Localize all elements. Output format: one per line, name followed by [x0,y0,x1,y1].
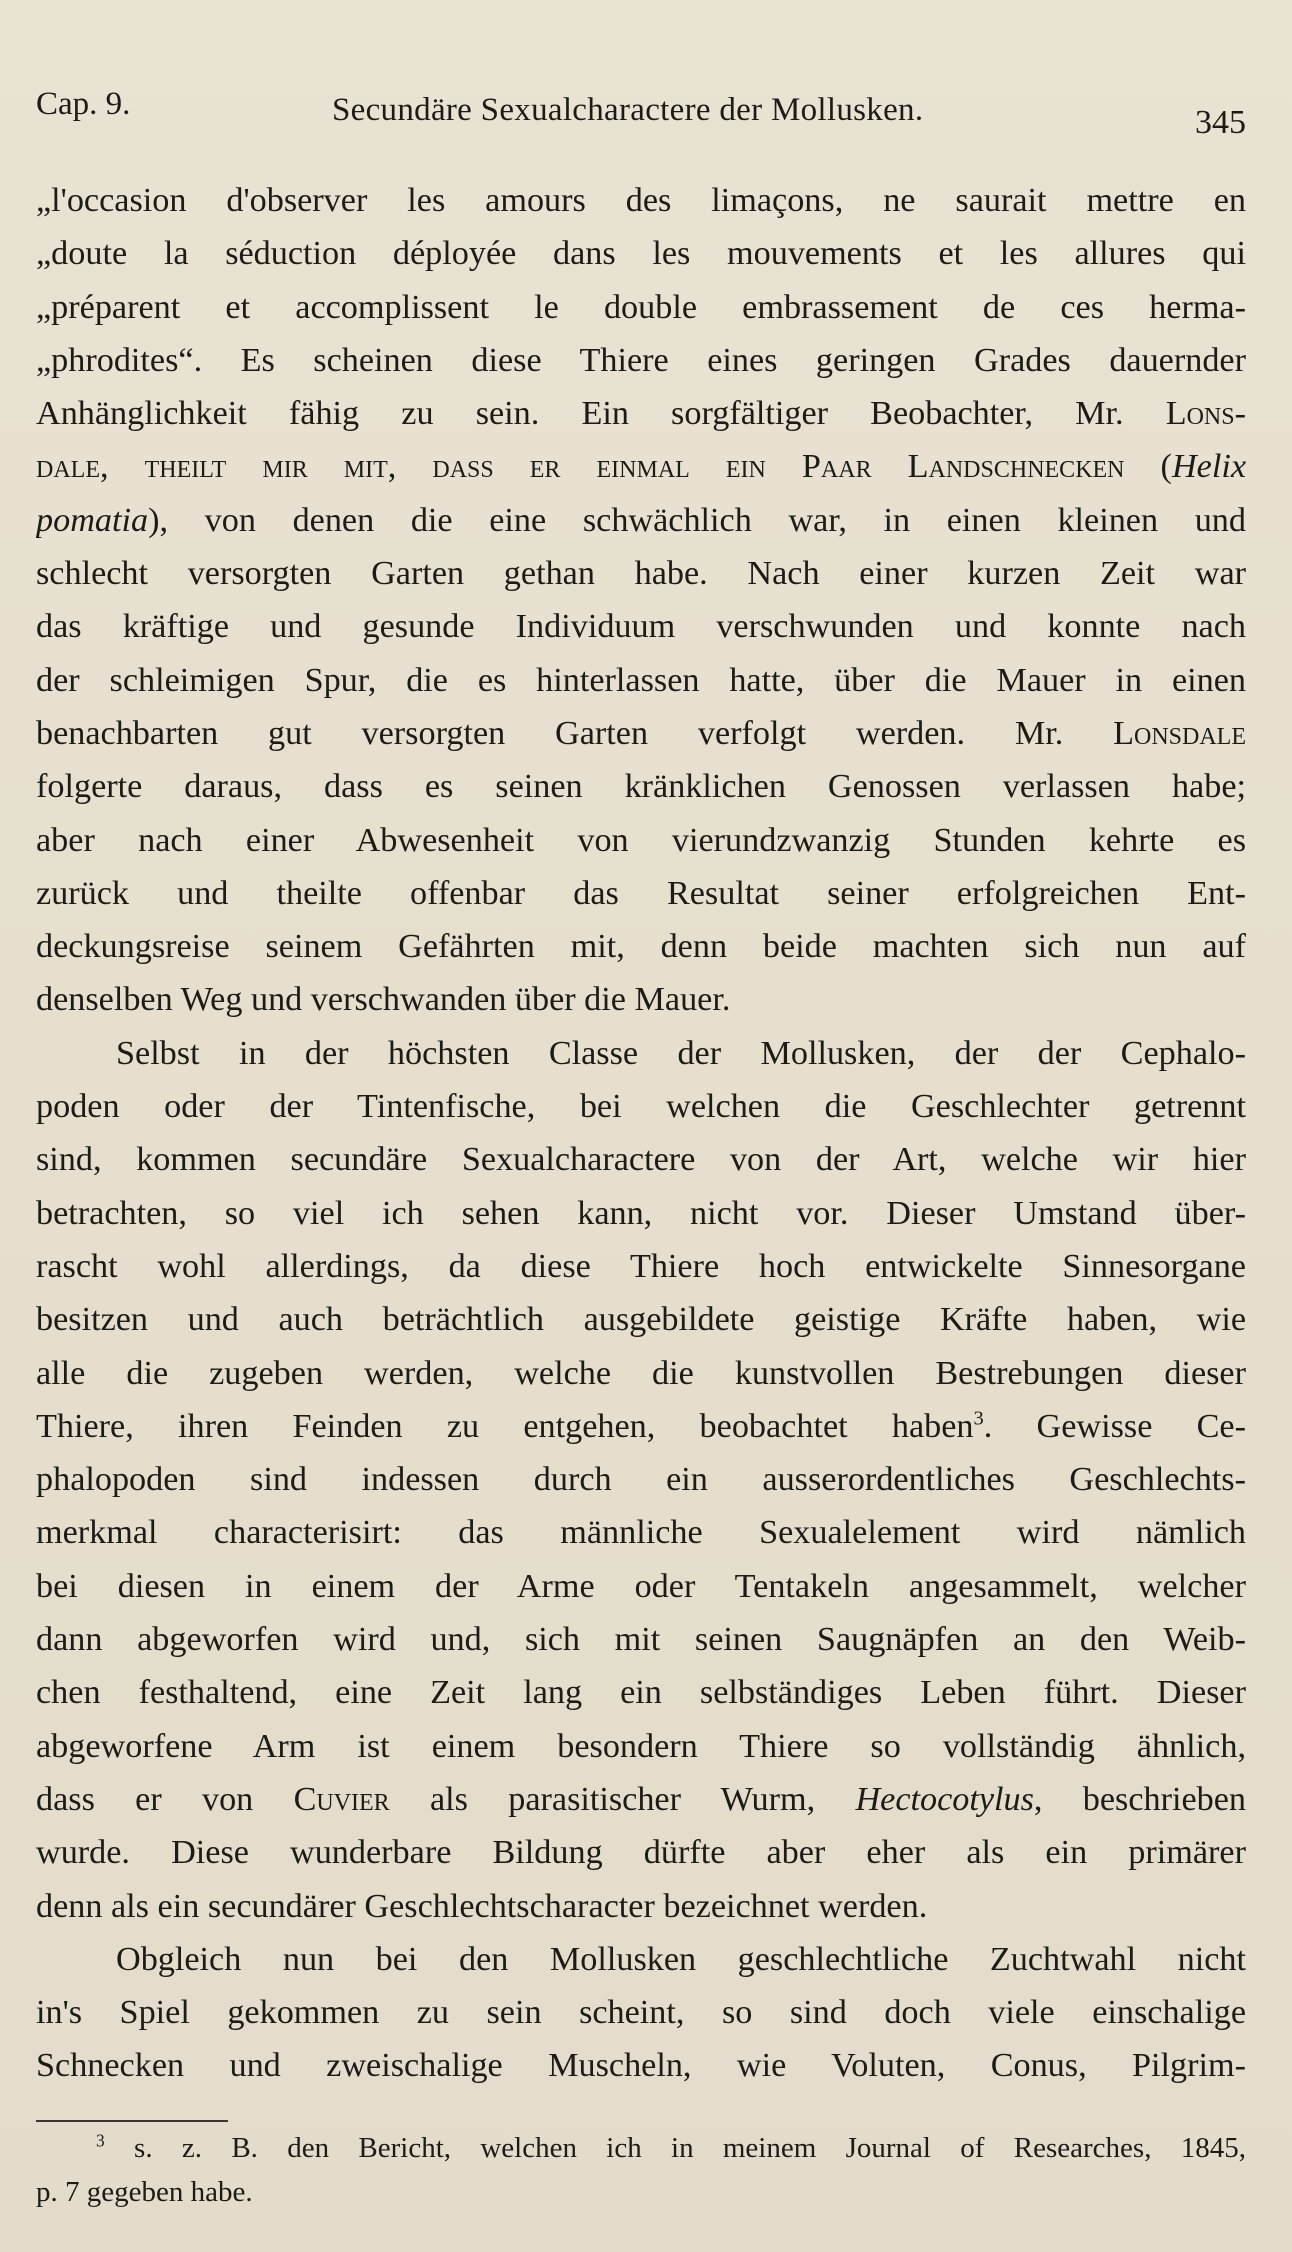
text-line: deckungsreise seinem Gefährten mit, denn beide machten sich nun auf [36,928,1246,966]
text-line: abgeworfene Arm ist einem besondern Thiere so vollständig ähnlich, [36,1727,1246,1765]
text-line: schlecht versorgten Garten gethan habe. Nach einer kurzen Zeit war [36,555,1246,593]
text-line: merkmal characterisirt: das männliche Sexualelement wird nämlich [36,1514,1246,1552]
text-line: benachbarten gut versorgten Garten verfolgt werden. Mr. Lonsdale [36,714,1246,752]
running-header [36,78,1246,141]
species-hectocotylus: Hectocotylus [855,1780,1034,1818]
text-line: chen festhaltend, eine Zeit lang ein selbständiges Leben führt. Dieser [36,1674,1246,1712]
text-line: alle die zugeben werden, welche die kunstvollen Bestrebungen dieser [36,1354,1246,1392]
text-line: aber nach einer Abwesenheit von vierundzwanzig Stunden kehrte es [36,821,1246,859]
text-line: Anhänglichkeit fähig zu sein. Ein sorgfältiger Beobachter, Mr. Lons- [36,395,1246,433]
chapter-label: Cap. 9. [36,86,131,122]
body-text [36,174,1246,2093]
text-line: „phrodites“. Es scheinen diese Thiere eines geringen Grades dauernder [36,341,1246,379]
author-name-cuvier: Cuvier [293,1780,390,1818]
footnote-line: p. 7 gegeben habe. [36,2176,253,2208]
species-helix: Helix [1171,448,1246,486]
text-line: denn als ein secundärer Geschlechtscharacter bezeichnet werden. [36,1887,928,1925]
footnote-reference: 3 [973,1407,984,1430]
text-line: Thiere, ihren Feinden zu entgehen, beobachtet haben$^3$. Gewisse Ce- [36,1407,1246,1445]
text-line: bei diesen in einem der Arme oder Tentakeln angesammelt, welcher [36,1567,1246,1605]
author-name-lonsdale: Lons- [1165,395,1246,433]
text-line: Schnecken und zweischalige Muscheln, wie Voluten, Conus, Pilgrim- [36,2047,1246,2085]
species-pomatia: pomatia [36,501,149,539]
footnote-marker: 3 [96,2130,105,2151]
text-line: zurück und theilte offenbar das Resultat seiner erfolgreichen Ent- [36,874,1246,912]
text-line: besitzen und auch beträchtlich ausgebildete geistige Kräfte haben, wie [36,1301,1246,1339]
text-line: dann abgeworfen wird und, sich mit seinen Saugnäpfen an den Weib- [36,1621,1246,1659]
paragraph-start: Obgleich nun bei den Mollusken geschlechtliche Zuchtwahl nicht [116,1940,1246,1978]
footnote-divider [36,2120,228,2122]
text-line: das kräftige und gesunde Individuum verschwunden und konnte nach [36,608,1246,646]
text-line: betrachten, so viel ich sehen kann, nicht vor. Dieser Umstand über- [36,1194,1246,1232]
text-line: in's Spiel gekommen zu sein scheint, so sind doch viele einschalige [36,1994,1246,2032]
running-title: Secundäre Sexualcharactere der Mollusken. [332,92,924,128]
text-line: der schleimigen Spur, die es hinterlassen hatte, über die Mauer in einen [36,661,1246,699]
text-line: „doute la séduction déployée dans les mouvements et les allures qui [36,235,1246,273]
footnotes [36,2126,1246,2214]
footnote-line: $^3$ s. z. B. den Bericht, welchen ich in meinem Journal of Researches, 1845, [96,2130,1247,2164]
text-line: wurde. Diese wunderbare Bildung dürfte aber eher als ein primärer [36,1834,1246,1872]
text-line: dass er von Cuvier als parasitischer Wurm, Hectocotylus, beschrieben [36,1780,1246,1818]
text-line: denselben Weg und verschwanden über die Mauer. [36,981,731,1019]
text-line: poden oder der Tintenfische, bei welchen die Geschlechter getrennt [36,1088,1246,1126]
page-number: 345 [1195,104,1246,141]
text-line: sind, kommen secundäre Sexualcharactere von der Art, welche wir hier [36,1141,1246,1179]
paragraph-start: Selbst in der höchsten Classe der Mollusken, der der Cephalo- [116,1034,1246,1072]
text-line: phalopoden sind indessen durch ein ausserordentliches Geschlechts- [36,1461,1246,1499]
author-name-lonsdale: Lonsdale [1113,714,1246,752]
text-line: pomatia), von denen die eine schwächlich war, in einen kleinen und [36,501,1246,539]
text-line: dale, theilt mir mit, dass er einmal ein Paar Landschnecken (Helix [36,448,1246,486]
text-line: folgerte daraus, dass es seinen kränklichen Genossen verlassen habe; [36,768,1246,806]
text-line: „l'occasion d'observer les amours des limaçons, ne saurait mettre en [36,182,1246,219]
text-line: „préparent et accomplissent le double embrassement de ces herma- [36,288,1246,326]
text-line: rascht wohl allerdings, da diese Thiere hoch entwickelte Sinnesorgane [36,1247,1246,1285]
